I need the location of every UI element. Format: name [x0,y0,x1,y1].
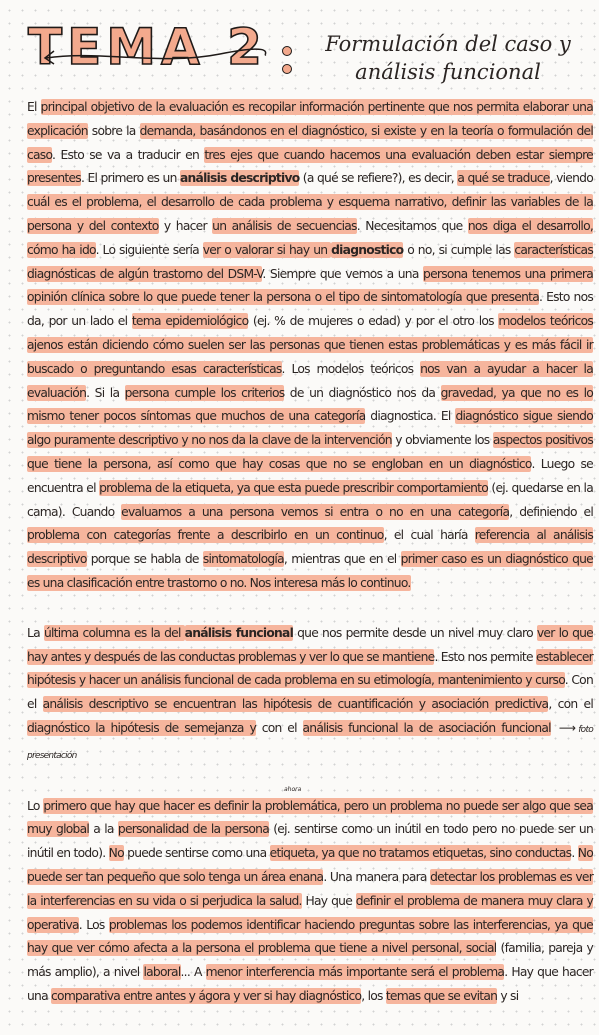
text-segment: que nos permite desde un nivel muy claro [293,625,537,640]
text-segment: , viendo [549,171,593,186]
highlighted-text: diagnóstico la hipótesis de semejanza y [27,720,256,735]
highlighted-text: No [108,846,124,861]
highlighted-text: detectar los problemas es ver la interferencias en su vida o si perjudica la salud. [27,869,593,908]
page-subtitle: Formulación del caso y análisis funcional [325,32,571,84]
highlighted-text: características diagnósticas de algún trastorno del DSM-V [27,242,593,281]
highlighted-text: demanda, basándonos en el diagnóstico, si existe y en la teoría o formulación del caso [27,123,594,162]
text-segment: . Esto nos permite [434,649,536,664]
text-segment: . Luego se encuentra el [27,456,593,495]
page-header [0,0,599,95]
highlighted-text: primero que hay que hacer es definir la problemática, pero un problema no puede ser algo que sea muy global [27,798,593,837]
highlighted-text: análisis funcional la de asociación funcional [302,720,551,735]
text-segment: porque se habla de [86,552,203,567]
highlighted-text: comparativa entre antes y ágora y ver si hay diagnóstico [51,988,362,1003]
text-segment: y obviamente los [391,433,493,448]
text-segment: Hay que [301,893,356,908]
highlighted-text: personalidad de la persona [117,822,269,837]
text-segment: de un diagnóstico nos da [284,385,441,400]
text-segment: puede sentirse como una [123,846,270,861]
text-segment: ... A [180,965,206,980]
text-segment: (a qué se refiere?), es decir, [299,171,458,186]
highlighted-text: primer caso es un diagnóstico que es una clasificación entre trastorno o no. Nos interesa más lo continuo. [27,552,593,590]
text-segment: (ej. sentirse como un inútil en todo pero no puede ser un inútil en todo). [27,822,594,861]
text-segment: . El primero es un [80,171,180,186]
highlighted-text: laboral [143,965,181,980]
highlighted-text: modelos teóricos ajenos están diciendo cómo suelen ser las personas que tienen estas problemáticas y es más fácil ir buscado o preguntando esas características [27,314,594,376]
text-segment: (ej. quedarse en la cama). Cuando [27,480,593,519]
bold-term: análisis funcional [184,625,294,640]
bold-term: análisis descriptivo [179,171,300,186]
highlighted-text: ver o valorar si hay un [202,242,332,257]
highlighted-text: temas que se evitan [385,988,498,1003]
highlighted-text: nos diga el desarrollo, cómo ha ido [27,218,593,257]
text-segment: . Siempre que vemos a una [262,266,424,281]
highlighted-text: principal objetivo de la evaluación es recopilar información pertinente que nos permita elaborar una explicación [27,100,594,138]
colon-dot-top [282,46,292,56]
highlighted-text: problemas los podemos identificar haciendo preguntas sobre las interferencias, ya que hay que ver cómo afecta a la persona el problema que tiene a nivel personal, social [27,917,593,956]
highlighted-text: análisis descriptivo se encuentran las hipótesis de cuantificación y asociación predictiva [42,697,549,712]
text-segment: . Una manera para [323,869,431,884]
handwritten-note: foto presentación [27,724,593,761]
text-segment: . Los modelos teóricos [281,361,421,376]
text-segment: , definiendo el [509,504,594,519]
text-segment: o no, si cumple las [403,242,515,257]
highlighted-text: definir el problema de manera muy clara y operativa [27,893,594,932]
highlighted-text: establecer hipótesis y hacer un análisis funcional de cada problema en su etimología, mantenimiento y curso [27,649,593,688]
text-segment: diagnostica. El [365,409,456,424]
text-segment: La [27,625,44,640]
highlighted-text: ver lo que hay antes y después de las conductas problemas y ver lo que se mantiene [27,625,593,664]
highlighted-text: menor interferencia más importante será el problema [205,965,505,980]
text-segment: (familia, pareja y más amplio), a nivel [27,941,593,980]
text-segment: El [27,100,41,114]
paragraph-problem-definition [27,795,593,1009]
highlighted-text: cuál es el problema, el desarrollo de cada problema y esquema narrativo, definir las variables de la persona y del contexto [27,195,593,233]
highlighted-text: aspectos positivos que tiene la persona, así como que hay cosas que no se engloban en un diagnóstico [27,433,593,471]
text-segment: . Esto se va a traducir en [52,147,205,162]
text-segment: . Con el [27,673,593,712]
arrow-right-icon: ⟶ [558,720,576,735]
highlighted-text: a qué se traduce [457,171,550,186]
ahora-annotation: ahora [284,786,302,793]
highlighted-text: sintomatología [202,552,284,567]
notes-body [27,96,593,1035]
highlighted-text: No puede ser tan pequeño que solo tenga un área enana [27,846,593,884]
text-segment: . Los [78,917,109,932]
bold-term: diagnostico [331,242,404,257]
highlighted-text: tres ejes que cuando hacemos una evaluación deben estar siempre presentes [27,147,593,186]
highlighted-text: referencia al análisis descriptivo [27,528,593,567]
title-colon [280,44,294,78]
highlighted-text: persona cumple los criterios [124,385,285,400]
text-segment: sobre la [87,123,140,138]
text-segment: y hacer [158,218,213,233]
text-segment: , el cual haría [383,528,475,543]
highlighted-text: un análisis de secuencias [212,218,357,233]
text-segment: , mientras que en el [283,552,401,567]
text-segment: (ej. % de mujeres o edad) y por el otro los [248,314,499,329]
paragraph-functional-analysis [27,622,593,769]
highlighted-text: nos van a ayudar a hacer la evaluación [27,361,593,400]
text-segment: . [571,846,578,861]
highlighted-text: evaluamos a una persona vemos si entra o no en una categoría [121,504,510,519]
text-segment: . Lo siguiente sería [95,242,203,257]
highlighted-text: diagnóstico sigue siendo algo puramente descriptivo y no nos da la clave de la intervención [27,409,593,448]
text-segment: . Si la [86,385,125,400]
highlighted-text: gravedad, ya que no es lo mismo tener pocos síntomas que muchos de una categoría [27,385,594,424]
title-arrow-icon [40,40,270,70]
text-segment: . Necesitamos que [356,218,468,233]
highlighted-text: problema con categorías frente a describirlo en un continuo [27,528,384,543]
highlighted-text: última columna es la del [43,625,185,640]
colon-dot-bottom [282,64,292,74]
highlighted-text: tema epidemiológico [131,314,249,329]
paragraph-evaluation-objective [27,96,593,596]
highlighted-text: problema de la etiqueta, ya que esta puede prescribir comportamiento [99,480,489,495]
text-segment: , los [361,988,386,1003]
text-segment: y si [497,988,519,1003]
text-segment: Lo [27,798,44,813]
highlighted-text: etiqueta, ya que no tratamos etiquetas, sino conductas [269,846,572,861]
text-segment: . Hay que hacer una [27,965,593,1003]
page-title: TEMA 2 [28,18,267,76]
text-segment: , con el [548,697,593,712]
text-segment: con el [255,720,303,735]
highlighted-text: persona tenemos una primera opinión clínica sobre lo que puede tener la persona o el tipo de sintomatología que presenta [27,266,594,305]
text-segment: . Esto nos da, por un lado el [27,290,593,329]
text-segment: a la [89,822,118,837]
